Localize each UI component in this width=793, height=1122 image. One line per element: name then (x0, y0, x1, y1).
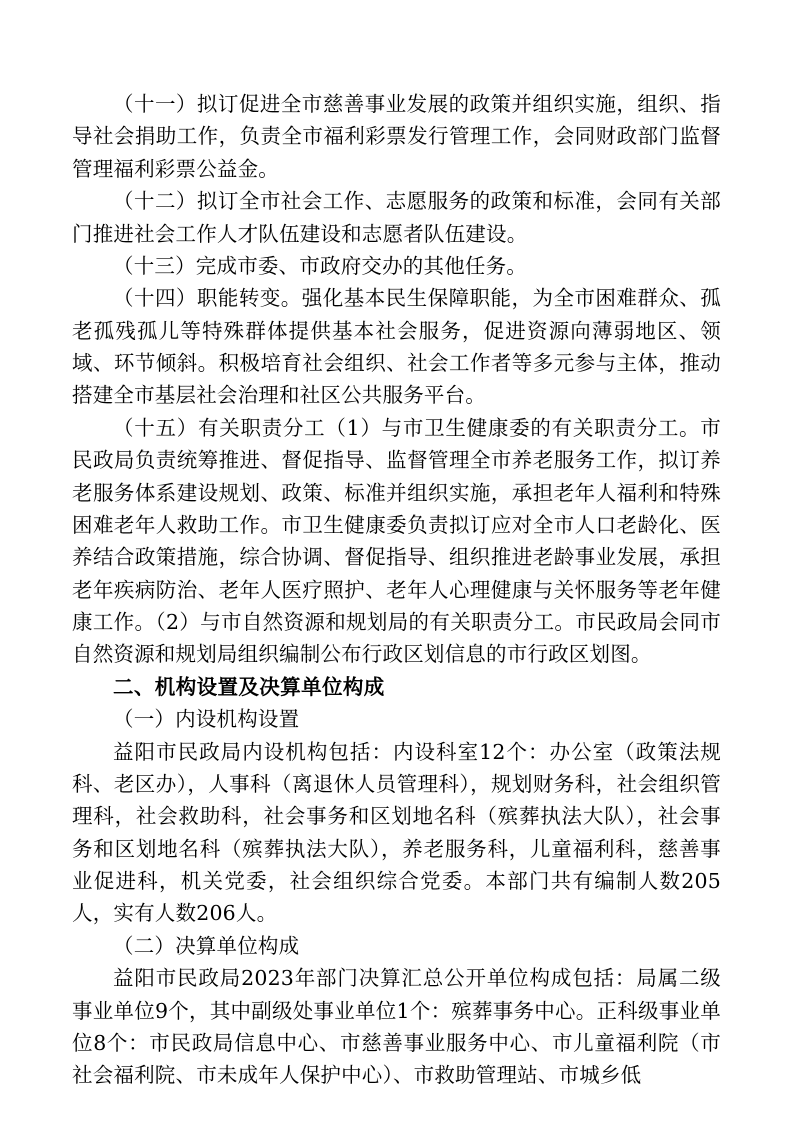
paragraph-item-11: （十一）拟订促进全市慈善事业发展的政策并组织实施，组织、指导社会捐助工作，负责全市福利彩票发行管理工作，会同财政部门监督管理福利彩票公益金。 (72, 92, 721, 181)
subsection-heading-internal-bodies: （一）内设机构设置 (113, 707, 300, 732)
paragraph-settlement-units-body: 益阳市民政局2023年部门决算汇总公开单位构成包括：局属二级事业单位9个，其中副级处事业单位1个：殡葬事务中心。正科级事业单位8个：市民政局信息中心、市慈善事业服务中心、市儿童福利院（市社会福利院、市未成年人保护中心）、市救助管理站、市城乡低 (72, 966, 721, 1088)
section-heading-organization: 二、机构设置及决算单位构成 (113, 674, 385, 699)
paragraph-item-15: （十五）有关职责分工（1）与市卫生健康委的有关职责分工。市民政局负责统筹推进、督促指导、监督管理全市养老服务工作，拟订养老服务体系建设规划、政策、标准并组织实施，承担老年人福利和特殊困难老年人救助工作。市卫生健康委负责拟订应对全市人口老龄化、医养结合政策措施，综合协调、督促指导、组织推进老龄事业发展，承担老年疾病防治、老年人医疗照护、老年人心理健康与关怀服务等老年健康工作。（2）与市自然资源和规划局的有关职责分工。市民政局会同市自然资源和规划局组织编制公布行政区划信息的市行政区划图。 (72, 415, 721, 667)
subsection-heading-settlement-units: （二）决算单位构成 (113, 933, 300, 958)
paragraph-internal-bodies-body: 益阳市民政局内设机构包括：内设科室12个：办公室（政策法规科、老区办），人事科（离退休人员管理科），规划财务科，社会组织管理科，社会救助科，社会事务和区划地名科（殡葬执法大队），社会事务和区划地名科（殡葬执法大队），养老服务科，儿童福利科，慈善事业促进科，机关党委，社会组织综合党委。本部门共有编制人数205人，实有人数206人。 (72, 739, 721, 926)
paragraph-item-14: （十四）职能转变。强化基本民生保障职能，为全市困难群众、孤老孤残孤儿等特殊群体提供基本社会服务，促进资源向薄弱地区、领域、环节倾斜。积极培育社会组织、社会工作者等多元参与主体，推动搭建全市基层社会治理和社区公共服务平台。 (72, 286, 721, 408)
paragraph-item-12: （十二）拟订全市社会工作、志愿服务的政策和标准，会同有关部门推进社会工作人才队伍建设和志愿者队伍建设。 (72, 189, 721, 246)
document-body (72, 88, 721, 1092)
paragraph-item-13: （十三）完成市委、市政府交办的其他任务。 (113, 253, 527, 278)
